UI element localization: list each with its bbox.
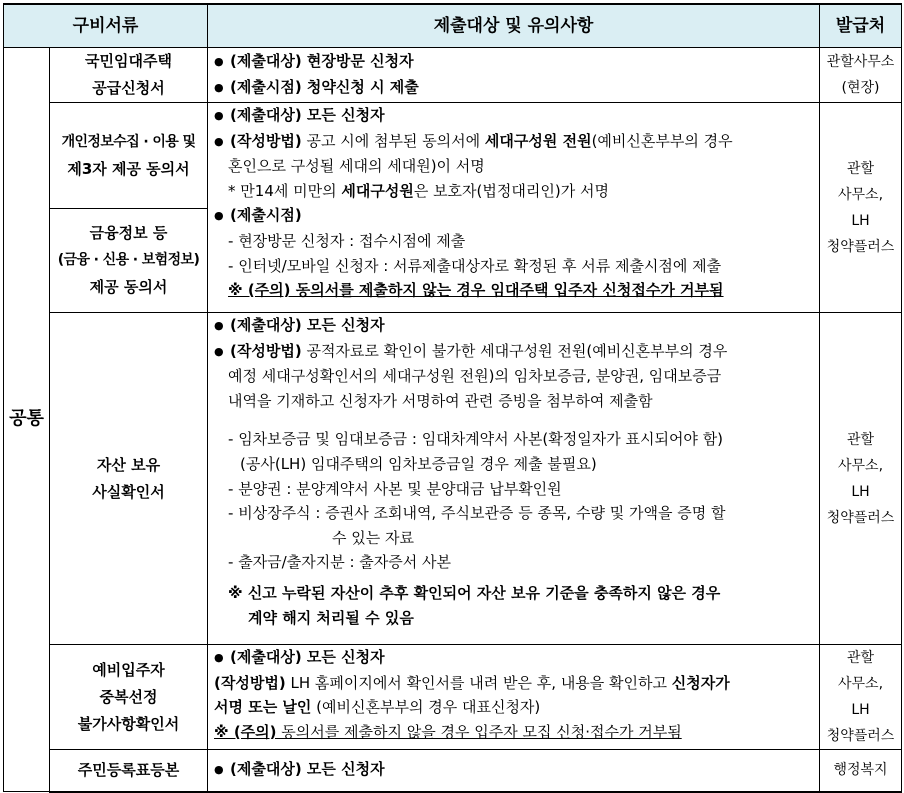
issuer-line: LH <box>851 212 870 229</box>
text: 공고 시에 첨부된 동의서에 <box>301 131 485 150</box>
warning-note: ※ (주의) 동의서를 제출하지 않는 경우 임대주택 입주자 신청접수가 거부됨 <box>228 281 724 300</box>
text: 청약신청 시 제출 <box>301 78 419 96</box>
header-content: 제출대상 및 유의사항 <box>208 4 820 48</box>
target-label: (제출대상) 모든 신청자 <box>230 316 385 334</box>
warning-text: 동의서를 제출하지 않을 경우 입주자 모집 신청·접수가 거부됨 <box>276 722 682 741</box>
bullet-icon: ● <box>214 319 224 332</box>
bullet-icon: ● <box>214 651 224 664</box>
bullet-icon: ● <box>214 209 224 223</box>
text: (예비신혼부부의 경우 대표신청자) <box>311 698 541 717</box>
doc-line: 제3자 제공 동의서 <box>67 159 190 178</box>
method-label: (작성방법) <box>230 131 302 150</box>
category-common: 공통 <box>4 48 50 792</box>
doc-line: 국민임대주택 <box>85 52 172 70</box>
doc-line: 사실확인서 <box>92 482 165 501</box>
label: (제출대상) <box>230 52 302 71</box>
asset-item: - 임차보증금 및 임대보증금 : 임대차계약서 사본(확정일자가 표시되어야 함) <box>228 430 724 449</box>
asset-item-note: (공사(LH) 임대주택의 임차보증금일 경우 제출 불필요) <box>240 454 597 473</box>
text: LH 홈페이지에서 확인서를 내려 받은 후, 내용을 확인하고 <box>285 673 672 692</box>
documents-table <box>3 3 902 793</box>
method-label: (작성방법) <box>230 341 302 360</box>
text-bold: 세대구성원 전원 <box>484 131 592 150</box>
method-label: (작성방법) <box>214 673 286 692</box>
doc-privacy-consent <box>50 103 208 209</box>
text-bold: 서명 또는 날인 <box>214 698 312 717</box>
target-label: (제출대상) 모든 신청자 <box>230 106 385 124</box>
issuer-application-form <box>820 48 902 103</box>
doc-line: 제공 동의서 <box>89 278 168 296</box>
table-row <box>4 313 902 645</box>
bullet-icon: ● <box>214 134 224 148</box>
header-row <box>4 4 902 48</box>
doc-line: 예비입주자 <box>92 660 165 679</box>
label: (제출시점) <box>230 78 302 96</box>
issuer-resident-registration: 행정복지 <box>820 750 902 792</box>
bullet-icon: ● <box>214 55 224 69</box>
issuer-line: 관할사무소 <box>826 54 895 70</box>
bullet-icon: ● <box>214 763 224 777</box>
asset-item-cont: 수 있는 자료 <box>332 528 415 547</box>
issuer-line: 사무소, <box>838 457 884 474</box>
asset-note: 계약 해지 처리될 수 있음 <box>248 608 414 627</box>
doc-resident-registration: 주민등록표등본 <box>50 750 208 792</box>
doc-line: 공급신청서 <box>92 79 165 97</box>
doc-asset-confirmation <box>50 313 208 645</box>
bullet-icon: ● <box>214 81 224 94</box>
table-row <box>4 103 902 209</box>
target-label: (제출대상) 모든 신청자 <box>230 760 385 779</box>
issuer-line: (현장) <box>841 80 880 96</box>
issuer-asset-confirmation <box>820 313 902 645</box>
content-asset-confirmation <box>208 313 820 645</box>
issuer-line: LH <box>851 483 870 500</box>
content-consent-forms <box>208 103 820 313</box>
issuer-line: 사무소, <box>838 676 884 692</box>
bullet-icon: ● <box>214 344 224 358</box>
text-bold: 세대구성원 <box>341 181 414 200</box>
issuer-duplicate-confirmation <box>820 645 902 750</box>
doc-financial-consent <box>50 209 208 313</box>
table-row <box>4 48 902 103</box>
content-duplicate-confirmation <box>208 645 820 750</box>
doc-line: 금융정보 등 <box>89 224 168 242</box>
doc-duplicate-confirmation <box>50 645 208 750</box>
doc-application-form <box>50 48 208 103</box>
text: 내역을 기재하고 신청자가 서명하여 관련 증빙을 첨부하여 제출함 <box>228 391 653 410</box>
doc-line: (금융 · 신용 · 보험정보) <box>57 252 200 268</box>
timing-label: (제출시점) <box>230 206 302 225</box>
issuer-line: LH <box>851 702 870 718</box>
text: 예정 세대구성확인서의 세대구성원 전원)의 임차보증금, 분양권, 임대보증금 <box>228 367 722 386</box>
issuer-line: 청약플러스 <box>826 509 895 526</box>
table-row <box>4 750 902 792</box>
text: 은 보호자(법정대리인)가 서명 <box>413 181 609 200</box>
issuer-line: 청약플러스 <box>826 728 895 744</box>
text: 현장방문 신청자 <box>301 52 414 71</box>
header-docs: 구비서류 <box>4 4 208 48</box>
timing-item: - 현장방문 신청자 : 접수시점에 제출 <box>228 231 466 250</box>
asset-item: - 분양권 : 분양계약서 사본 및 분양대금 납부확인원 <box>228 479 562 498</box>
text: 혼인으로 구성될 세대의 세대원)이 서명 <box>228 157 485 176</box>
issuer-line: 관할 <box>846 160 875 177</box>
text-bold: 신청자가 <box>671 673 730 692</box>
warning-label: ※ (주의) <box>214 722 277 741</box>
doc-line: 개인정보수집 · 이용 및 <box>61 133 196 150</box>
text: (예비신혼부부의 경우 <box>591 131 733 150</box>
issuer-line: 청약플러스 <box>826 238 895 255</box>
header-issuer: 발급처 <box>820 4 902 48</box>
issuer-line: 관할 <box>846 431 875 448</box>
table-row <box>4 645 902 750</box>
issuer-consent-forms <box>820 103 902 313</box>
doc-line: 불가사항확인서 <box>77 714 180 733</box>
timing-item: - 인터넷/모바일 신청자 : 서류제출대상자로 확정된 후 서류 제출시점에 제출 <box>228 256 722 275</box>
doc-line: 자산 보유 <box>96 455 161 474</box>
content-application-form <box>208 48 820 103</box>
asset-item: - 비상장주식 : 증권사 조회내역, 주식보관증 등 종목, 수량 및 가액을 증명 할 <box>228 504 726 523</box>
asset-item: - 출자금/출자지분 : 출자증서 사본 <box>228 553 451 572</box>
issuer-line: 관할 <box>846 650 875 666</box>
bullet-icon: ● <box>214 109 224 122</box>
doc-line: 중복선정 <box>99 687 158 706</box>
asset-note: ※ 신고 누락된 자산이 추후 확인되어 자산 보유 기준을 충족하지 않은 경우 <box>228 583 721 602</box>
issuer-line: 사무소, <box>838 186 884 203</box>
target-label: (제출대상) 모든 신청자 <box>230 648 385 666</box>
text: * 만14세 미만의 <box>228 181 342 200</box>
text: 공적자료로 확인이 불가한 세대구성원 전원(예비신혼부부의 경우 <box>301 341 728 360</box>
content-resident-registration <box>208 750 820 792</box>
